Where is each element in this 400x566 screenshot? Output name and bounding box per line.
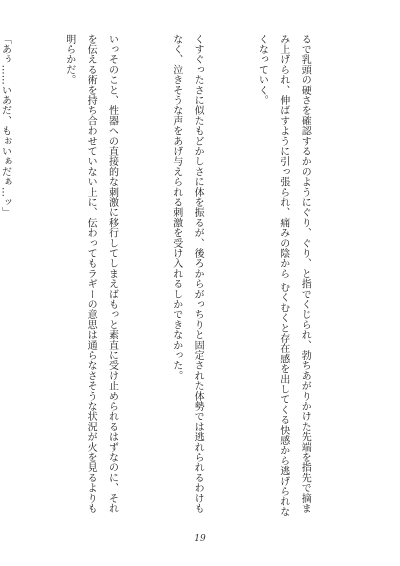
paragraph-3: いっそのこと、性器への直接的な刺激に移行してしまえばもっと素直に受け止められるはずなのに、それを伝える術を持ち合わせていない上に、伝わってもラギーの意思は通らなさそうな状況が火を見るよりも明らかだ。	[63, 34, 118, 514]
paragraph-1: るで乳頭の硬さを確認するかのようにぐり、ぐり、と指でくじられ、勃ちあがりかけた先端を指先で摘まみ上げられ、伸ばすように引っ張られ、痛みの陰から むくむくと存在感を出してくる快感から逃げられなくなっていく。	[256, 34, 311, 517]
dialogue-line-1: 「あぅ……いあだ、もぉいぁだぁ…ッ」	[0, 34, 11, 218]
page-number: 19	[194, 534, 206, 544]
paragraph-2: くすぐったさに似たもどかしさに体を振るが、後ろからがっちりと固定された体勢では逃れられるわけもなく、泣きそうな声をあげ与えられる刺激を受け入れるしかできなかった。	[170, 34, 204, 514]
vertical-text-body	[0, 34, 358, 518]
